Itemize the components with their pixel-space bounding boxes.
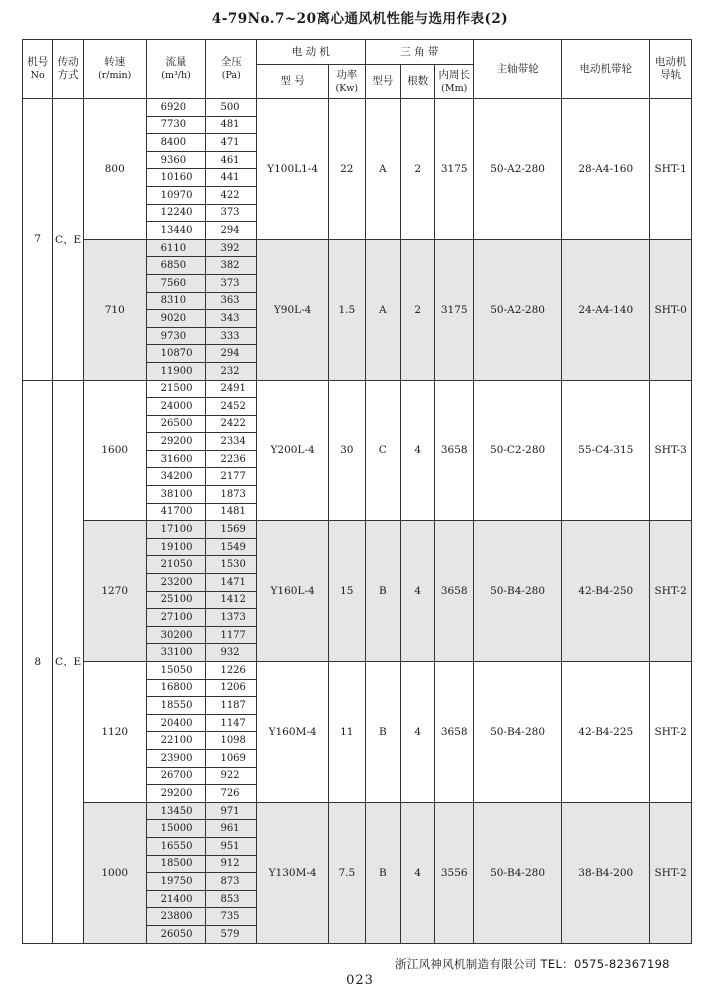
belt-length-cell: 3556	[435, 802, 474, 943]
belt-length-cell: 3658	[435, 521, 474, 662]
belt-length-cell: 3175	[435, 239, 474, 380]
motor-pulley-cell: 28-A4-160	[562, 99, 650, 240]
flow-cell: 9360	[146, 151, 206, 169]
flow-cell: 15000	[146, 820, 206, 838]
pressure-cell: 1069	[206, 749, 257, 767]
flow-cell: 17100	[146, 521, 206, 539]
flow-cell: 23800	[146, 908, 206, 926]
pressure-cell: 853	[206, 890, 257, 908]
header-pressure: 全压 (Pa)	[206, 40, 257, 99]
pressure-cell: 373	[206, 274, 257, 292]
pressure-cell: 873	[206, 873, 257, 891]
flow-cell: 38100	[146, 486, 206, 504]
speed-cell: 1600	[83, 380, 146, 521]
pressure-cell: 1177	[206, 626, 257, 644]
drive-cell: C、E	[53, 380, 83, 943]
flow-cell: 6920	[146, 99, 206, 117]
flow-cell: 21400	[146, 890, 206, 908]
pressure-cell: 1549	[206, 538, 257, 556]
header-machine-no: 机号 No	[23, 40, 53, 99]
header-belt-count: 根数	[401, 65, 435, 99]
pressure-cell: 1187	[206, 697, 257, 715]
motor-power-cell: 22	[329, 99, 365, 240]
belt-count-cell: 4	[401, 802, 435, 943]
flow-cell: 7730	[146, 116, 206, 134]
motor-model-cell: Y160L-4	[257, 521, 329, 662]
pressure-cell: 2491	[206, 380, 257, 398]
pressure-cell: 2452	[206, 398, 257, 416]
page-number: 023	[346, 973, 374, 988]
motor-power-cell: 30	[329, 380, 365, 521]
pressure-cell: 333	[206, 327, 257, 345]
header-belt-group: 三 角 带	[365, 40, 473, 65]
motor-model-cell: Y90L-4	[257, 239, 329, 380]
pressure-cell: 1373	[206, 609, 257, 627]
motor-pulley-cell: 24-A4-140	[562, 239, 650, 380]
flow-cell: 22100	[146, 732, 206, 750]
table-row	[23, 662, 692, 680]
table-row	[23, 239, 692, 257]
flow-cell: 41700	[146, 503, 206, 521]
machine-no-cell: 7	[23, 99, 53, 381]
motor-model-cell: Y160M-4	[257, 662, 329, 803]
pressure-cell: 500	[206, 99, 257, 117]
table-row	[23, 380, 692, 398]
pressure-cell: 481	[206, 116, 257, 134]
flow-cell: 9730	[146, 327, 206, 345]
flow-cell: 34200	[146, 468, 206, 486]
header-motor-pulley: 电动机带轮	[562, 40, 650, 99]
motor-power-cell: 15	[329, 521, 365, 662]
motor-pulley-cell: 38-B4-200	[562, 802, 650, 943]
motor-model-cell: Y200L-4	[257, 380, 329, 521]
flow-cell: 27100	[146, 609, 206, 627]
pressure-cell: 294	[206, 222, 257, 240]
belt-type-cell: B	[365, 802, 400, 943]
flow-cell: 8310	[146, 292, 206, 310]
pressure-cell: 382	[206, 257, 257, 275]
motor-pulley-cell: 42-B4-250	[562, 521, 650, 662]
main-pulley-cell: 50-B4-280	[474, 802, 562, 943]
pressure-cell: 1226	[206, 662, 257, 680]
flow-cell: 26050	[146, 925, 206, 943]
belt-length-cell: 3658	[435, 662, 474, 803]
header-model: 型 号	[257, 65, 329, 99]
flow-cell: 25100	[146, 591, 206, 609]
pressure-cell: 1569	[206, 521, 257, 539]
flow-cell: 10970	[146, 186, 206, 204]
performance-table	[22, 39, 692, 944]
motor-pulley-cell: 42-B4-225	[562, 662, 650, 803]
pressure-cell: 1530	[206, 556, 257, 574]
rail-cell: SHT-3	[650, 380, 692, 521]
speed-cell: 1120	[83, 662, 146, 803]
main-pulley-cell: 50-A2-280	[474, 239, 562, 380]
header-belt-type: 型号	[365, 65, 400, 99]
pressure-cell: 2236	[206, 450, 257, 468]
flow-cell: 29200	[146, 433, 206, 451]
footer-company: 浙江风神风机制造有限公司 TEL：0575-82367198	[395, 957, 670, 971]
pressure-cell: 1471	[206, 574, 257, 592]
flow-cell: 31600	[146, 450, 206, 468]
header-motor-group: 电 动 机	[257, 40, 365, 65]
flow-cell: 15050	[146, 662, 206, 680]
machine-no-cell: 8	[23, 380, 53, 943]
motor-power-cell: 11	[329, 662, 365, 803]
flow-cell: 6110	[146, 239, 206, 257]
speed-cell: 710	[83, 239, 146, 380]
flow-cell: 12240	[146, 204, 206, 222]
header-power: 功率 (Kw)	[329, 65, 365, 99]
pressure-cell: 471	[206, 134, 257, 152]
pressure-cell: 1873	[206, 486, 257, 504]
flow-cell: 11900	[146, 362, 206, 380]
speed-cell: 1000	[83, 802, 146, 943]
header-main-pulley: 主轴带轮	[474, 40, 562, 99]
flow-cell: 16800	[146, 679, 206, 697]
pressure-cell: 363	[206, 292, 257, 310]
flow-cell: 9020	[146, 310, 206, 328]
belt-count-cell: 2	[401, 239, 435, 380]
pressure-cell: 932	[206, 644, 257, 662]
flow-cell: 20400	[146, 714, 206, 732]
flow-cell: 33100	[146, 644, 206, 662]
flow-cell: 8400	[146, 134, 206, 152]
flow-cell: 10870	[146, 345, 206, 363]
belt-type-cell: A	[365, 99, 400, 240]
belt-count-cell: 4	[401, 521, 435, 662]
flow-cell: 19750	[146, 873, 206, 891]
pressure-cell: 2334	[206, 433, 257, 451]
belt-length-cell: 3175	[435, 99, 474, 240]
flow-cell: 21500	[146, 380, 206, 398]
header-belt-length: 内周长 (Mm)	[435, 65, 474, 99]
flow-cell: 21050	[146, 556, 206, 574]
rail-cell: SHT-2	[650, 521, 692, 662]
flow-cell: 10160	[146, 169, 206, 187]
table-body	[23, 99, 692, 944]
page-title: 4-79No.7~20离心通风机性能与选用作表(2)	[211, 11, 509, 27]
table-row	[23, 521, 692, 539]
pressure-cell: 579	[206, 925, 257, 943]
flow-cell: 18550	[146, 697, 206, 715]
flow-cell: 6850	[146, 257, 206, 275]
motor-power-cell: 1.5	[329, 239, 365, 380]
drive-cell: C、E	[53, 99, 83, 381]
flow-cell: 13440	[146, 222, 206, 240]
flow-cell: 13450	[146, 802, 206, 820]
header-flow: 流量 (m³/h)	[146, 40, 206, 99]
pressure-cell: 1412	[206, 591, 257, 609]
flow-cell: 16550	[146, 837, 206, 855]
pressure-cell: 441	[206, 169, 257, 187]
motor-model-cell: Y100L1-4	[257, 99, 329, 240]
pressure-cell: 392	[206, 239, 257, 257]
belt-type-cell: C	[365, 380, 400, 521]
pressure-cell: 422	[206, 186, 257, 204]
belt-type-cell: B	[365, 521, 400, 662]
header-drive: 传动 方式	[53, 40, 83, 99]
flow-cell: 24000	[146, 398, 206, 416]
pressure-cell: 1481	[206, 503, 257, 521]
pressure-cell: 294	[206, 345, 257, 363]
pressure-cell: 343	[206, 310, 257, 328]
pressure-cell: 461	[206, 151, 257, 169]
rail-cell: SHT-1	[650, 99, 692, 240]
flow-cell: 26500	[146, 415, 206, 433]
main-pulley-cell: 50-A2-280	[474, 99, 562, 240]
pressure-cell: 1147	[206, 714, 257, 732]
table-row	[23, 802, 692, 820]
flow-cell: 29200	[146, 785, 206, 803]
flow-cell: 23900	[146, 749, 206, 767]
flow-cell: 19100	[146, 538, 206, 556]
pressure-cell: 373	[206, 204, 257, 222]
pressure-cell: 1206	[206, 679, 257, 697]
pressure-cell: 735	[206, 908, 257, 926]
pressure-cell: 971	[206, 802, 257, 820]
rail-cell: SHT-2	[650, 662, 692, 803]
flow-cell: 7560	[146, 274, 206, 292]
flow-cell: 23200	[146, 574, 206, 592]
belt-type-cell: A	[365, 239, 400, 380]
belt-count-cell: 2	[401, 99, 435, 240]
belt-length-cell: 3658	[435, 380, 474, 521]
pressure-cell: 232	[206, 362, 257, 380]
motor-power-cell: 7.5	[329, 802, 365, 943]
header-speed: 转速 (r/min)	[83, 40, 146, 99]
pressure-cell: 912	[206, 855, 257, 873]
rail-cell: SHT-0	[650, 239, 692, 380]
main-pulley-cell: 50-B4-280	[474, 521, 562, 662]
header-rail: 电动机 导轨	[650, 40, 692, 99]
motor-pulley-cell: 55-C4-315	[562, 380, 650, 521]
flow-cell: 30200	[146, 626, 206, 644]
pressure-cell: 726	[206, 785, 257, 803]
pressure-cell: 1098	[206, 732, 257, 750]
belt-type-cell: B	[365, 662, 400, 803]
pressure-cell: 2422	[206, 415, 257, 433]
main-pulley-cell: 50-C2-280	[474, 380, 562, 521]
flow-cell: 26700	[146, 767, 206, 785]
motor-model-cell: Y130M-4	[257, 802, 329, 943]
pressure-cell: 961	[206, 820, 257, 838]
pressure-cell: 951	[206, 837, 257, 855]
main-pulley-cell: 50-B4-280	[474, 662, 562, 803]
belt-count-cell: 4	[401, 380, 435, 521]
pressure-cell: 2177	[206, 468, 257, 486]
pressure-cell: 922	[206, 767, 257, 785]
belt-count-cell: 4	[401, 662, 435, 803]
rail-cell: SHT-2	[650, 802, 692, 943]
speed-cell: 1270	[83, 521, 146, 662]
speed-cell: 800	[83, 99, 146, 240]
flow-cell: 18500	[146, 855, 206, 873]
table-row	[23, 99, 692, 117]
